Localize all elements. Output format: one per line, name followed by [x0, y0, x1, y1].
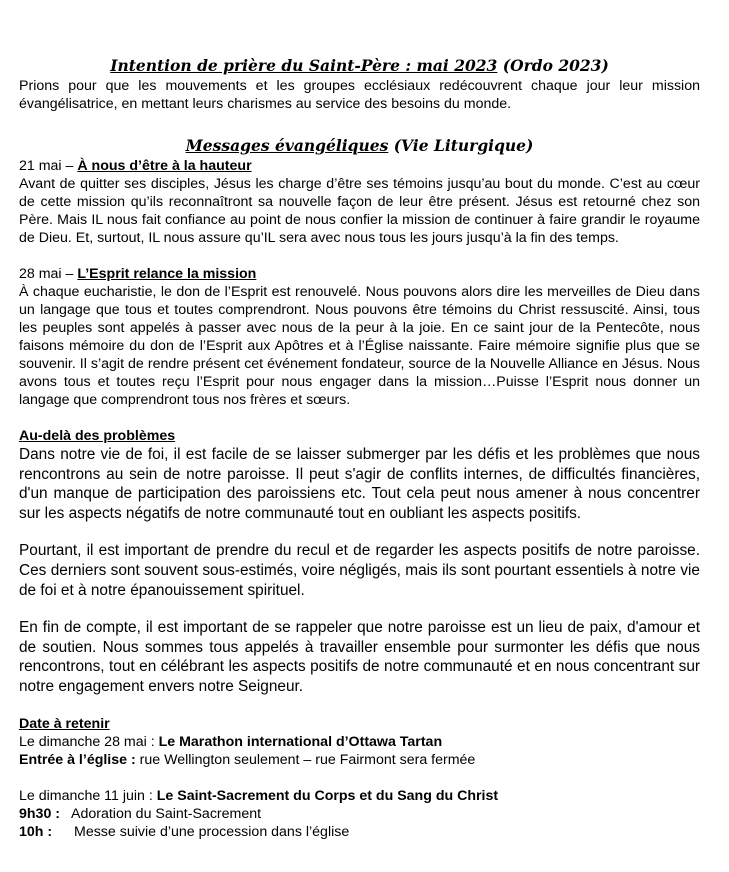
message-heading-21-mai: 21 mai – À nous d’être à la hauteur: [19, 158, 252, 174]
schedule-row: 9h30 : Adoration du Saint-Sacrement: [19, 805, 262, 822]
intention-title: Intention de prière du Saint-Père : mai 2023 (Ordo 2023): [110, 56, 609, 75]
beyond-heading: Au-delà des problèmes: [19, 428, 176, 444]
beyond-paragraph-2: Pourtant, il est important de prendre du recul et de regarder les aspects positifs de notre paroisse. Ces derniers sont souvent sous-estimés, voire négligés, mais ils sont pourtant essentiels à notre vie de foi et à notre épanouissement spirituel.: [19, 542, 700, 599]
beyond-paragraph-1: Dans notre vie de foi, il est facile de se laisser submerger par les défis et les problèmes que nous rencontrons au sein de notre paroisse. Il peut s'agir de conflits internes, de difficultés financières, d'un manque de participation des paroissiens etc. Tout cela peut nous amener à nous concentrer sur les aspects négatifs de notre communauté tout en oubliant les aspects positifs.: [19, 446, 700, 522]
message-heading-28-mai: 28 mai – L’Esprit relance la mission: [19, 266, 257, 282]
message-text-21-mai: Avant de quitter ses disciples, Jésus les charge d’être ses témoins jusqu’au bout du monde. C’est au cœur de cette mission qu’ils reconnaîtront sa nouvelle façon de leur être présent. Jésus est retourné chez son Père. Mais IL nous fait confiance au point de nous confier la mission de continuer à faire grandir le royaume de Dieu. Et, surtout, IL nous assure qu’IL sera avec nous tous les jours jusqu’à la fin des temps.: [19, 176, 700, 246]
message-text-28-mai: À chaque eucharistie, le don de l’Esprit est renouvelé. Nous pouvons alors dire les merveilles de Dieu dans un langage que tous et toutes comprendront. Nous pouvons être témoins du Christ ressuscité. Ainsi, tous les peuples sont appelés à passer avec nous de la peur à la joie. En ce saint jour de la Pentecôte, nous faisons mémoire du don de l’Esprit aux Apôtres et à l’Église naissante. Faire mémoire signifie plus que se souvenir. Il s’agit de rendre présent cet événement fondateur, source de la Nouvelle Alliance en Jésus. Nous avons tous et toutes reçu l’Esprit pour nous engager dans la mission…Puisse l’Esprit nous donner un langage que comprendront tous nos frères et sœurs.: [19, 284, 700, 408]
intention-text: Prions pour que les mouvements et les groupes ecclésiaux redécouvrent chaque jour leur mission évangélisatrice, en mettant leurs charismes au service des besoins du monde.: [19, 78, 700, 112]
event-marathon: Le dimanche 28 mai : Le Marathon international d’Ottawa Tartan: [19, 733, 443, 750]
event-saint-sacrement: Le dimanche 11 juin : Le Saint-Sacrement du Corps et du Sang du Christ: [19, 787, 499, 804]
event-marathon-entry: Entrée à l’église : rue Wellington seulement – rue Fairmont sera fermée: [19, 751, 476, 768]
dates-heading: Date à retenir: [19, 715, 110, 732]
messages-title: Messages évangéliques (Vie Liturgique): [185, 136, 534, 155]
beyond-paragraph-3: En fin de compte, il est important de se rappeler que notre paroisse est un lieu de paix, d'amour et de soutien. Nous sommes tous appelés à travailler ensemble pour surmonter les défis que nous rencontrons, tout en célébrant les aspects positifs de notre communauté et en nous concentrant sur notre engagement envers notre Seigneur.: [19, 619, 700, 695]
bulletin-page: [19, 55, 700, 841]
schedule-row: 10h : Messe suivie d’une procession dans l’église: [19, 823, 350, 840]
